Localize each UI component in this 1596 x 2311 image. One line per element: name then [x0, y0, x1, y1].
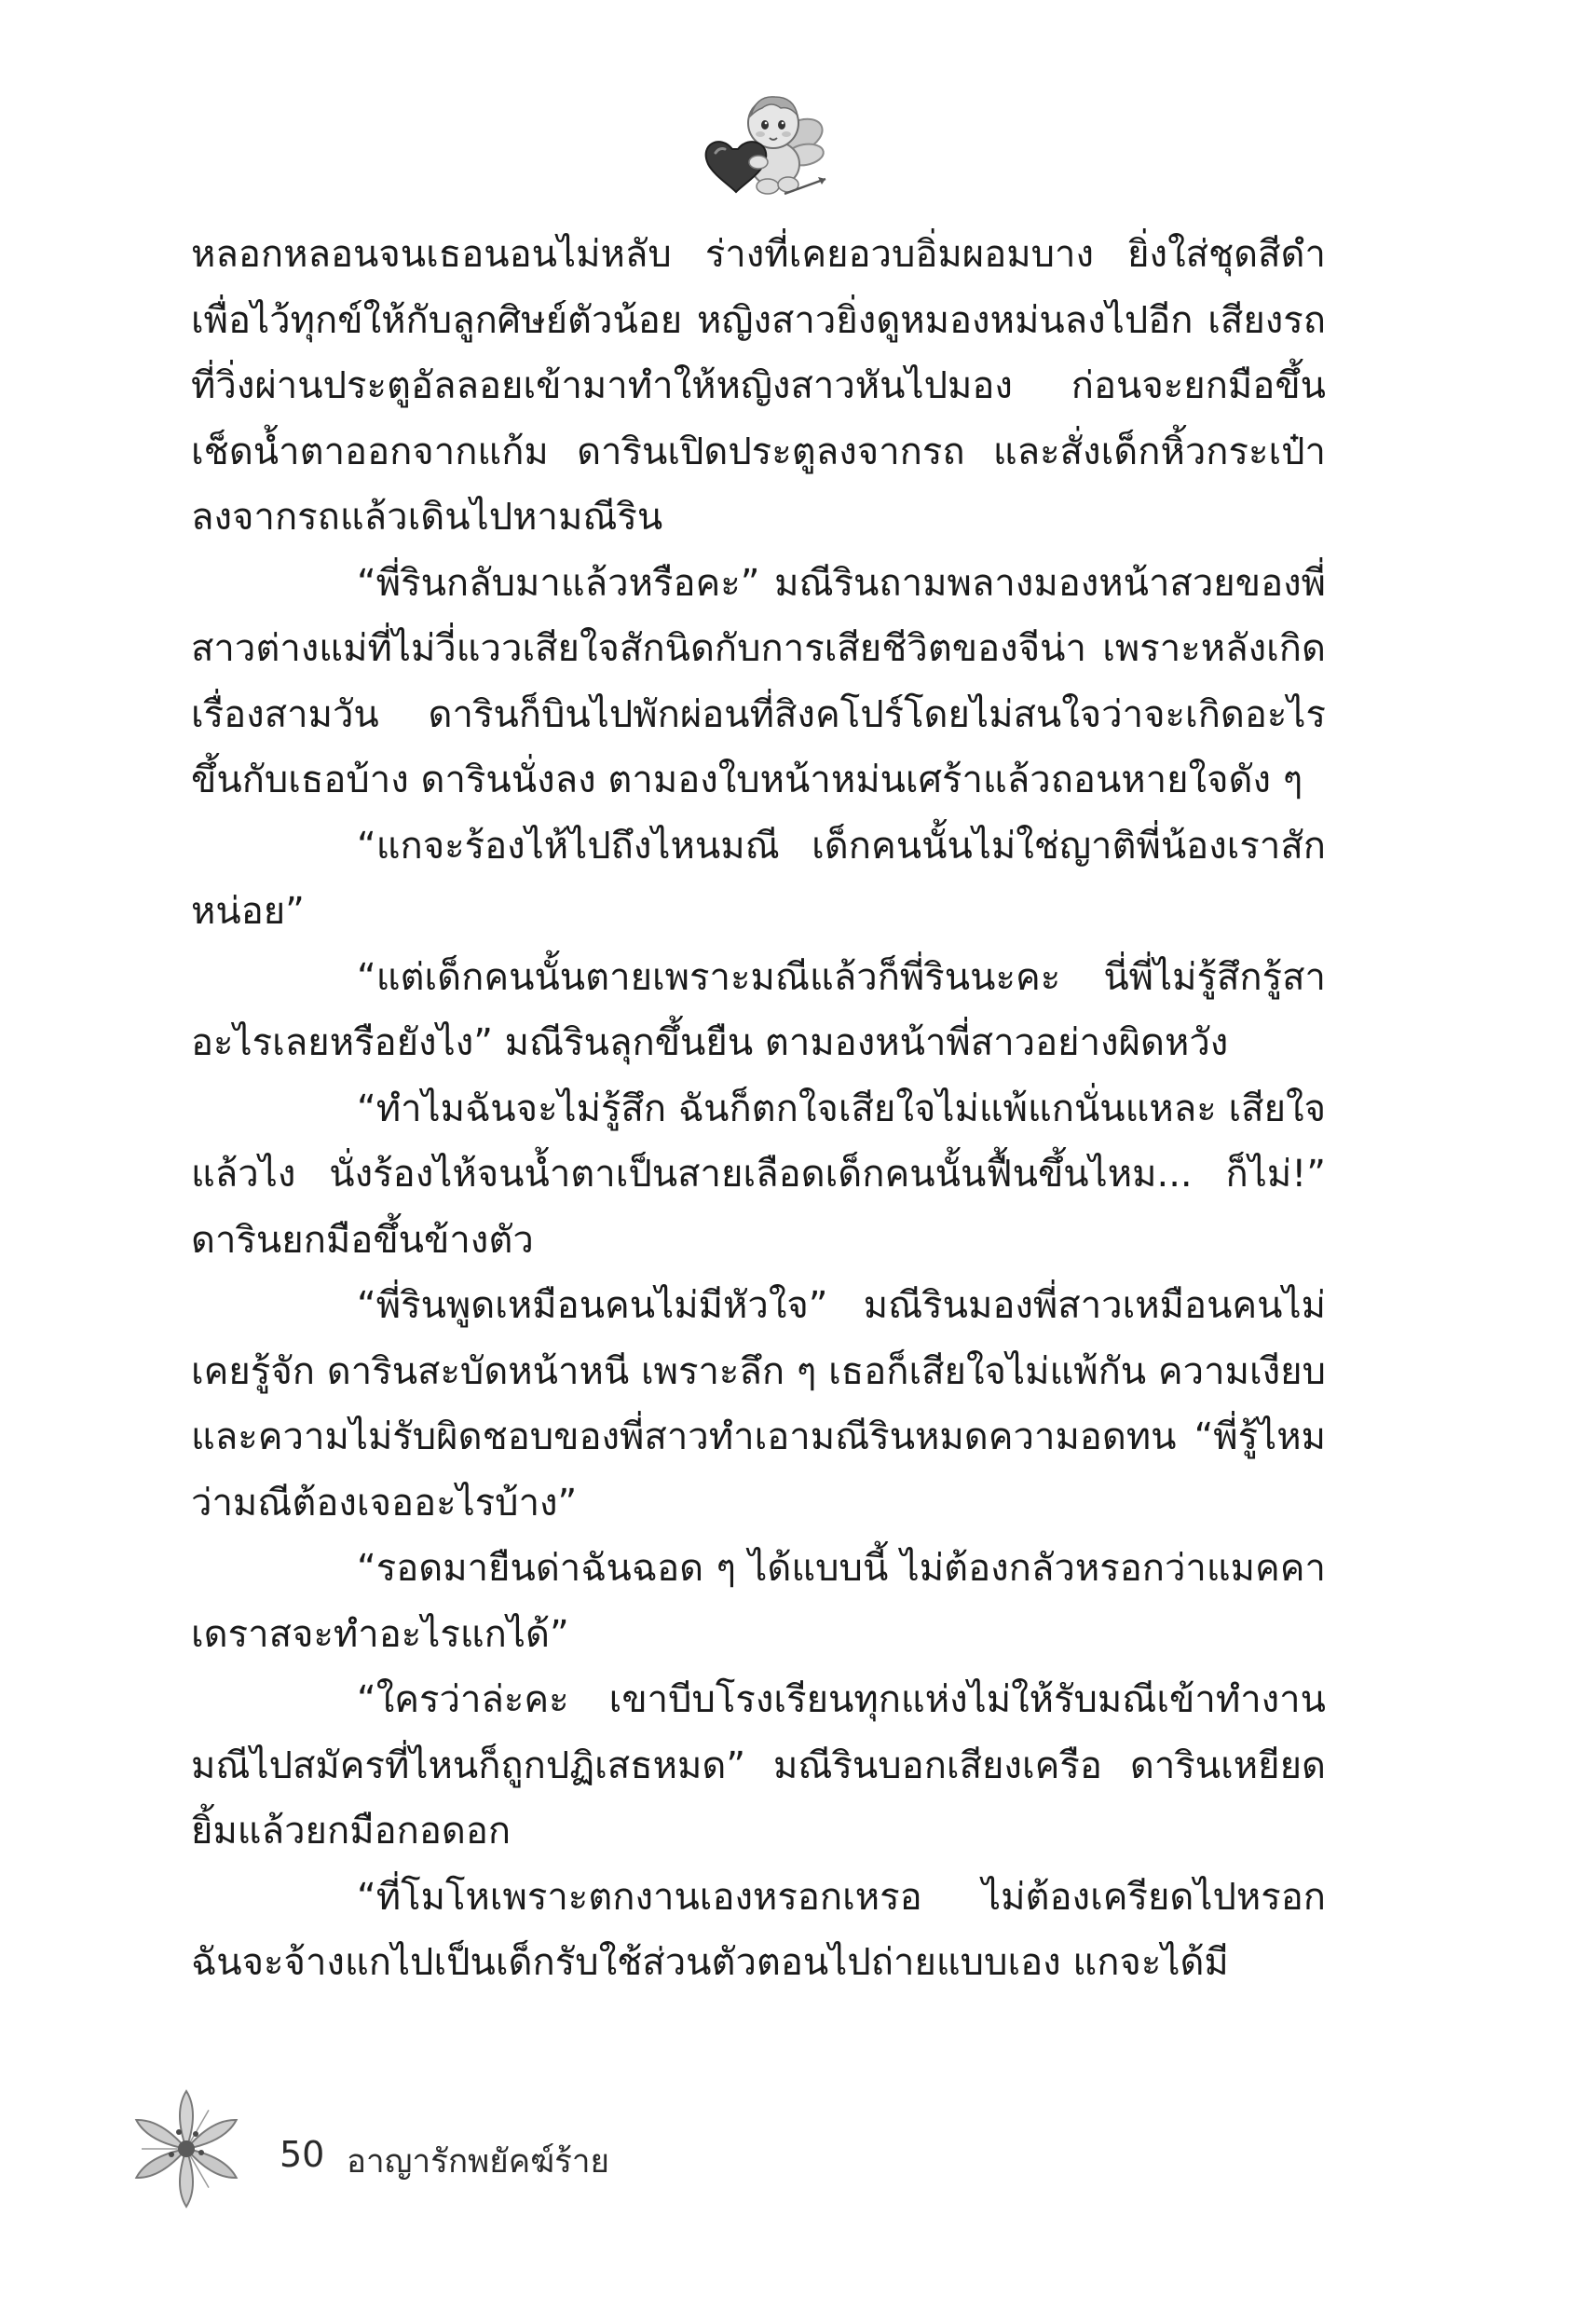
- body-text: [191, 222, 1326, 1996]
- paragraph-6: “พี่รินพูดเหมือนคนไม่มีหัวใจ” มณีรินมองพี่สาวเหมือนคนไม่เคยรู้จัก ดารินสะบัดหน้าหนี เพราะลึก ๆ เธอก็เสียใจไม่แพ้กัน ความเงียบและความไม่รับผิดชอบของพี่สาวทำเอามณีรินหมดความอดทน “พี่รู้ไหมว่ามณีต้องเจออะไรบ้าง”: [191, 1284, 1326, 1525]
- paragraph-5: “ทำไมฉันจะไม่รู้สึก ฉันก็ตกใจเสียใจไม่แพ้แกนั่นแหละ เสียใจแล้วไง นั่งร้องไห้จนน้ำตาเป็นสายเลือดเด็กคนนั้นฟื้นขึ้นไหม... ก็ไม่!” ดารินยกมือขึ้นข้างตัว: [191, 1087, 1326, 1262]
- paragraph-3: “แกจะร้องไห้ไปถึงไหนมณี เด็กคนนั้นไม่ใช่ญาติพี่น้องเราสักหน่อย”: [191, 824, 1326, 933]
- paragraph-4: “แต่เด็กคนนั้นตายเพราะมณีแล้วก็พี่รินนะคะ นี่พี่ไม่รู้สึกรู้สาอะไรเลยหรือยังไง” มณีรินลุกขึ้นยืน ตามองหน้าพี่สาวอย่างผิดหวัง: [191, 955, 1326, 1064]
- cupid-with-heart-icon: [695, 82, 835, 208]
- paragraph-8: “ใครว่าล่ะคะ เขาบีบโรงเรียนทุกแห่งไม่ให้รับมณีเข้าทำงาน มณีไปสมัครที่ไหนก็ถูกปฏิเสธหมด” มณีรินบอกเสียงเครือ ดารินเหยียดยิ้มแล้วยกมือกอดอก: [191, 1678, 1326, 1853]
- paragraph-9: “ที่โมโหเพราะตกงานเองหรอกเหรอ ไม่ต้องเครียดไปหรอก ฉันจะจ้างแกไปเป็นเด็กรับใช้ส่วนตัวตอนไปถ่ายแบบเอง แกจะได้มี: [191, 1875, 1326, 1984]
- paragraph-2: “พี่รินกลับมาแล้วหรือคะ” มณีรินถามพลางมองหน้าสวยของพี่สาวต่างแม่ที่ไม่วี่แววเสียใจสักนิดกับการเสียชีวิตของจีน่า เพราะหลังเกิดเรื่องสามวัน ดารินก็บินไปพักผ่อนที่สิงคโปร์โดยไม่สนใจว่าจะเกิดอะไรขึ้นกับเธอบ้าง ดารินนั่งลง ตามองใบหน้าหม่นเศร้าแล้วถอนหายใจดัง ๆ: [191, 561, 1326, 801]
- paragraph-1: หลอกหลอนจนเธอนอนไม่หลับ ร่างที่เคยอวบอิ่มผอมบาง ยิ่งใส่ชุดสีดำเพื่อไว้ทุกข์ให้กับลูกศิษย์ตัวน้อย หญิงสาวยิ่งดูหมองหม่นลงไปอีก เสียงรถที่วิ่งผ่านประตูอัลลอยเข้ามาทำให้หญิงสาวหันไปมอง ก่อนจะยกมือขึ้นเช็ดน้ำตาออกจากแก้ม ดารินเปิดประตูลงจากรถ และสั่งเด็กหิ้วกระเป๋าลงจากรถแล้วเดินไปหามณีริน: [191, 233, 1326, 539]
- paragraph-7: “รอดมายืนด่าฉันฉอด ๆ ได้แบบนี้ ไม่ต้องกลัวหรอกว่าแมคคาเดราสจะทำอะไรแกได้”: [191, 1547, 1326, 1656]
- book-title: อาญารักพยัคฆ์ร้าย: [347, 2143, 610, 2181]
- lily-flower-icon: [121, 2085, 252, 2211]
- page-number: 50: [280, 2134, 325, 2175]
